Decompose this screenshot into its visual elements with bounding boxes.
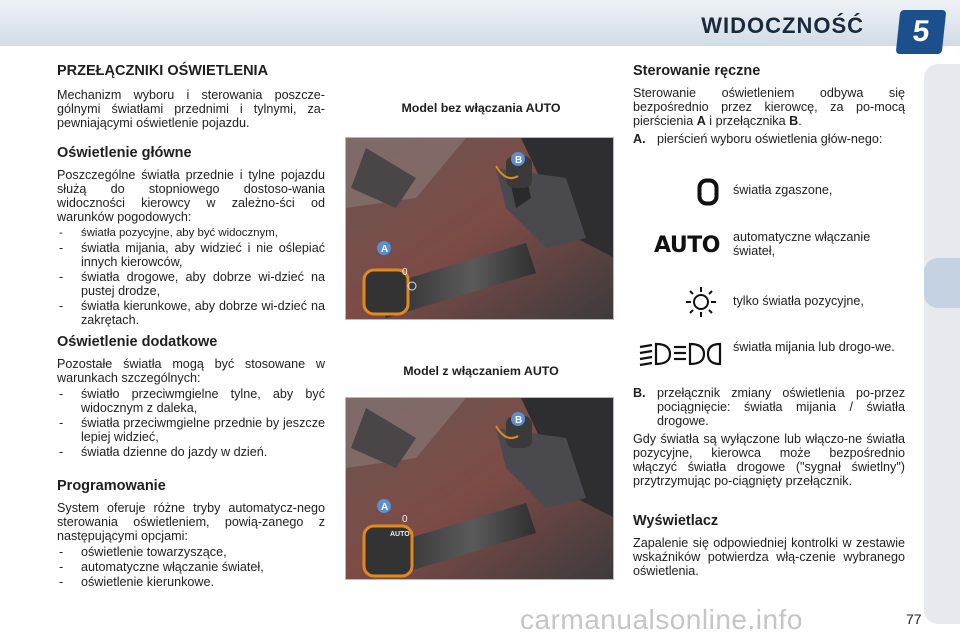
list-item: - światła dzienne do jazdy w dzień. [57, 445, 325, 459]
main-lighting-title: Oświetlenie główne [57, 145, 192, 161]
dipped-main-beam-icon [637, 338, 723, 370]
ring-auto-label: AUTO [390, 531, 410, 538]
main-lighting-text: Poszczególne światła przednie i tylne pojazdu służą do stopniowego dostoso-wania widoczności kierowcy w zależno-ści od warunków pogodowych: [57, 168, 325, 224]
manual-control-text [633, 86, 905, 128]
legend-row-position [633, 284, 905, 324]
programming-list [57, 545, 325, 589]
page-title: WIDOCZNOŚĆ [701, 13, 864, 38]
label-b: B [515, 415, 523, 426]
manual-text-before: Sterowanie oświetleniem odbywa się bezpośrednio przez kierowcę, za po-mocą pierścienia [633, 86, 905, 128]
position-lights-icon [681, 284, 721, 320]
switch-b-key: B. [633, 386, 646, 400]
display-text: Zapalenie się odpowiedniej kontrolki w zestawie wskaźników potwierdza włą-czenie wybranego oświetlenia. [633, 536, 905, 578]
right-column-lower [633, 382, 905, 578]
right-column [633, 64, 905, 146]
manual-control-title: Sterowanie ręczne [633, 63, 761, 79]
programming-title: Programowanie [57, 478, 166, 494]
legend-text: światła mijania lub drogo-we. [733, 340, 895, 354]
ring-a-text: pierścień wyboru oświetlenia głów-nego: [657, 132, 883, 146]
left-column [57, 64, 325, 590]
label-a: A [381, 244, 389, 255]
additional-lighting-text: Pozostałe światła mogą być stosowane w warunkach szczególnych: [57, 357, 325, 385]
side-tab-strip [924, 64, 960, 624]
list-item: - światła pozycyjne, aby być widocznym, [57, 226, 325, 240]
caption-model-without-auto: Model bez włączania AUTO [401, 101, 561, 115]
caption-model-with-auto: Model z włączaniem AUTO [403, 364, 559, 378]
headlight-flash-note: Gdy światła są wyłączone lub włączo-ne światła pozycyjne, kierowca może bezpośrednio włączyć światła drogowe ("sygnał świetlny") przytrzymując po-ciągnięty przełącznik. [633, 432, 905, 488]
legend-row-off [633, 175, 905, 215]
list-item: - światła drogowe, aby dobrze wi-dzieć na pustej drodze, [57, 270, 325, 298]
list-item: - światła kierunkowe, aby dobrze wi-dzieć na zakrętach. [57, 299, 325, 327]
manual-ring-key: A [696, 114, 706, 128]
stalk-photo-without-auto [345, 137, 614, 320]
list-item: - automatyczne włączanie świateł, [57, 560, 325, 574]
switch-b-text: przełącznik zmiany oświetlenia po-przez pociągnięcie: światła mijania / światła drogowe. [657, 386, 905, 428]
display-title: Wyświetlacz [633, 513, 719, 529]
manual-text-after: . [798, 114, 802, 128]
auto-icon: AUTO [654, 232, 720, 258]
legend-text: tylko światła pozycyjne, [733, 294, 864, 308]
ring-zero-label: 0 [402, 514, 408, 525]
list-item: - oświetlenie kierunkowe. [57, 575, 325, 589]
switch-b-description [633, 386, 905, 428]
label-b: B [515, 155, 523, 166]
ring-a-description [633, 132, 905, 146]
programming-text: System oferuje różne tryby automatycz-nego sterowania oświetleniem, powią-zanego z następującymi opcjami: [57, 501, 325, 543]
list-item: - światła mijania, aby widzieć i nie oślepiać innych kierowców, [57, 241, 325, 269]
list-item: - światła przeciwmgielne przednie by jeszcze lepiej widzieć, [57, 416, 325, 444]
zero-icon [695, 177, 721, 207]
legend-row-beams [633, 338, 905, 378]
page-number: 77 [906, 611, 922, 627]
legend-row-auto [633, 228, 905, 268]
side-tab-active[interactable] [924, 258, 960, 308]
watermark: carmanualsonline.info [520, 604, 803, 635]
manual-text-middle: i przełącznika [705, 114, 790, 128]
list-item: - światło przeciwmgielne tylne, aby być widocznym z daleka, [57, 387, 325, 415]
main-lighting-list [57, 226, 325, 327]
section-heading: PRZEŁĄCZNIKI OŚWIETLENIA [57, 63, 269, 79]
additional-lighting-title: Oświetlenie dodatkowe [57, 334, 218, 350]
manual-switch-key: B [789, 114, 799, 128]
list-item: - oświetlenie towarzyszące, [57, 545, 325, 559]
chapter-badge: 5 [896, 10, 947, 54]
label-a: A [381, 502, 389, 513]
legend-text: automatyczne włączanie świateł, [733, 230, 871, 258]
additional-lighting-list [57, 387, 325, 459]
ring-a-key: A. [633, 132, 646, 146]
legend-text: światła zgaszone, [733, 183, 833, 197]
stalk-photo-with-auto [345, 397, 614, 580]
intro-text: Mechanizm wyboru i sterowania poszcze-gólnymi światłami przednimi i tylnymi, za-pewniającymi oświetlenie pojazdu. [57, 88, 325, 130]
ring-zero-label: 0 [402, 267, 408, 278]
